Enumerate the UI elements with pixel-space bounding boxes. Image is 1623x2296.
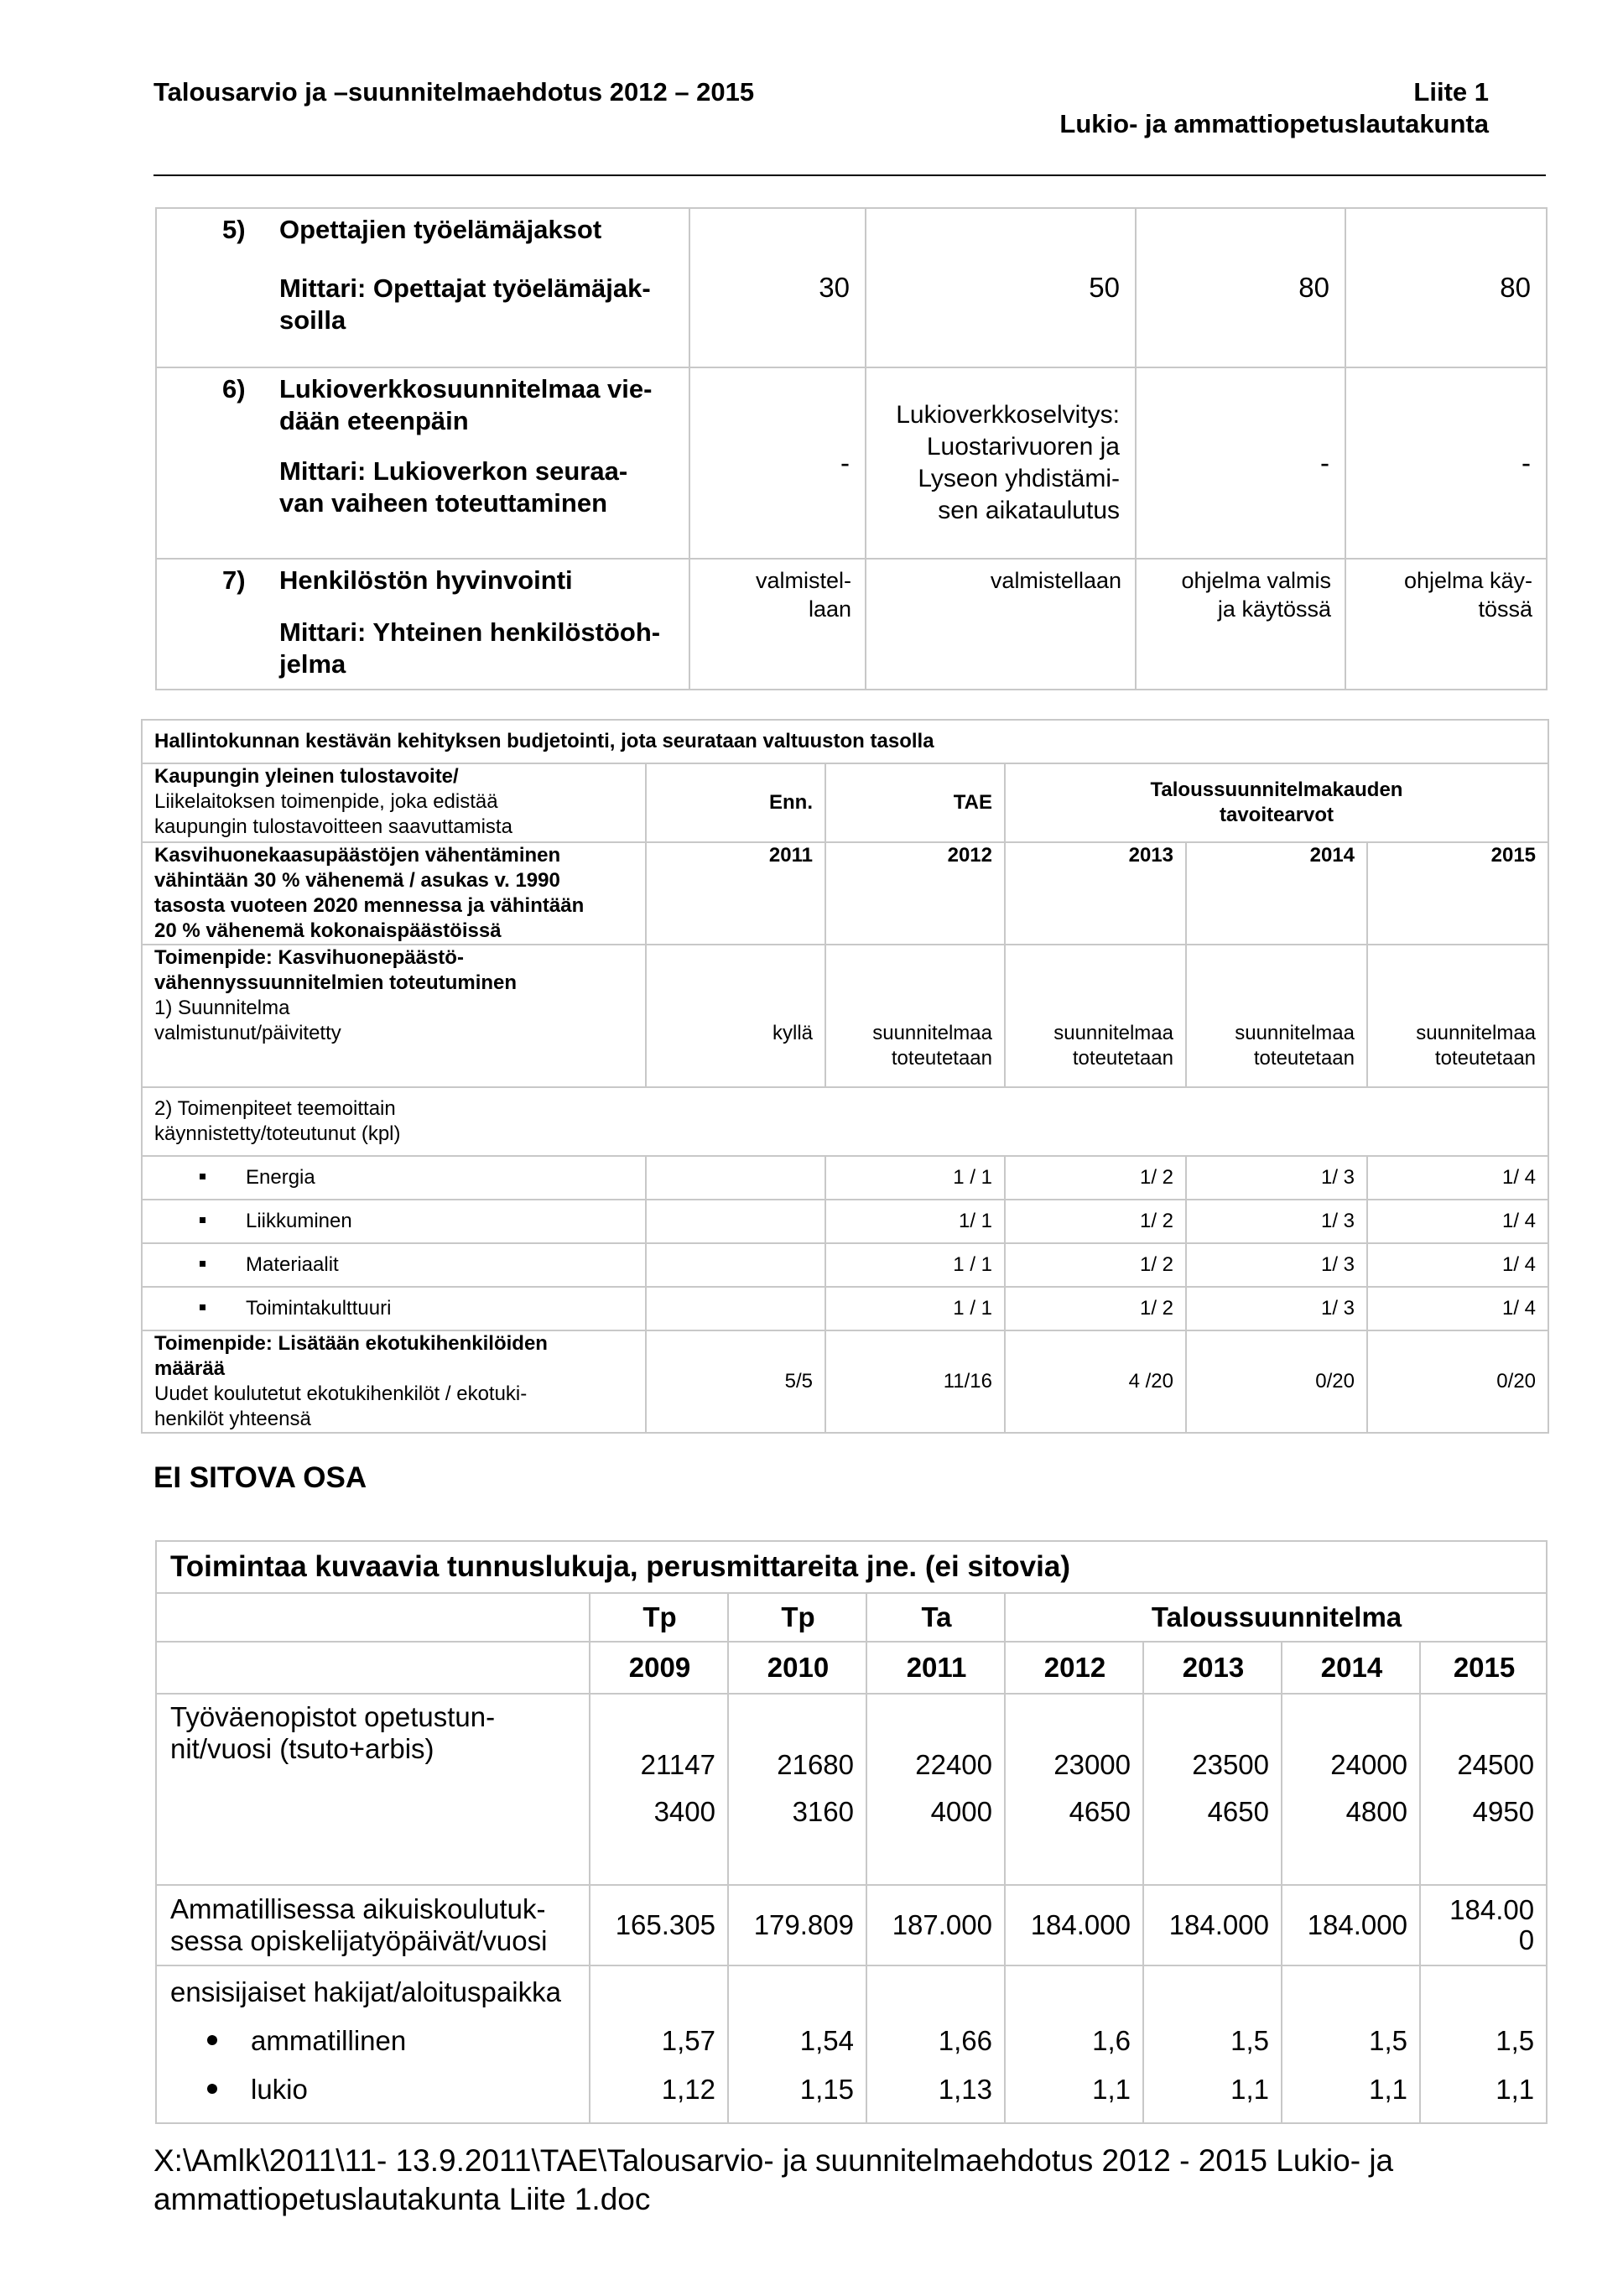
- goal-number: 6): [222, 374, 246, 403]
- kpi-value: 4650: [1207, 1796, 1269, 1827]
- applicants-item: [170, 2017, 577, 2065]
- goal-label: [156, 559, 689, 690]
- applicants-item-label: ammatillinen: [251, 2025, 407, 2056]
- theme-empty: [646, 1243, 825, 1287]
- kpi-value: 21147: [640, 1749, 715, 1780]
- measure3-text: Uudet koulutetut ekotukihenkilöt / ekotuki- henkilöt yhteensä: [154, 1382, 528, 1430]
- bullet-icon: [200, 1217, 205, 1223]
- kpi-row-adult: [156, 1885, 1547, 1965]
- kpi-value: 1,5: [1369, 2025, 1407, 2056]
- kpi-value: 4000: [930, 1796, 992, 1827]
- kpi-value: 179.809: [728, 1885, 866, 1965]
- kpi-title: Toimintaa kuvaavia tunnuslukuja, perusmittareita jne. (ei sitovia): [156, 1541, 1547, 1593]
- goal-value: 80: [1136, 208, 1345, 367]
- kpi-row-label: [156, 1965, 590, 2123]
- kpi-value: 24500: [1457, 1749, 1535, 1780]
- goal-value: ohjelma käy- tössä: [1345, 559, 1547, 690]
- theme-value: 1/ 3: [1186, 1287, 1367, 1330]
- kpi-value: 1,5: [1496, 2025, 1535, 2056]
- measure1-value: suunnitelmaa toteutetaan: [1005, 945, 1186, 1087]
- kpi-value: 1,6: [1092, 2025, 1131, 2056]
- kpi-head: Tp: [590, 1593, 728, 1642]
- goal-text: Kasvihuonekaasupäästöjen vähentäminen vähintään 30 % vähenemä / asukas v. 1990 tasosta vuoteen 2020 mennessa ja vähintään 20 % vähenemä kokonaispäästöissä: [142, 842, 646, 945]
- kpi-head: Ta: [866, 1593, 1005, 1642]
- kpi-value: 23500: [1192, 1749, 1269, 1780]
- kpi-value: 1,66: [938, 2025, 992, 2056]
- kpi-row-label: Ammatillisessa aikuiskoulutuk- sessa opiskelijatyöpäivät/vuosi: [156, 1885, 590, 1965]
- measure1-value: kyllä: [646, 945, 825, 1087]
- measure1-value: suunnitelmaa toteutetaan: [1367, 945, 1548, 1087]
- kpi-value: 22400: [915, 1749, 992, 1780]
- kpi-cell: [590, 1694, 728, 1885]
- theme-label: Energia: [246, 1166, 315, 1189]
- kpi-value: 184.000: [1282, 1885, 1420, 1965]
- head-goal-bold: Kaupungin yleinen tulostavoite/: [154, 765, 459, 788]
- theme-value: 1/ 2: [1005, 1287, 1186, 1330]
- theme-value: 1/ 1: [825, 1200, 1005, 1243]
- header-committee: Lukio- ja ammattiopetuslautakunta: [1059, 109, 1489, 138]
- head-goal-col: [142, 763, 646, 842]
- kpi-value: 1,57: [661, 2025, 715, 2056]
- goal-value: valmistel- laan: [689, 559, 866, 690]
- theme-value: 1/ 4: [1367, 1200, 1548, 1243]
- measure1-value: suunnitelmaa toteutetaan: [1186, 945, 1367, 1087]
- measure1: [142, 945, 646, 1087]
- kpi-cell: [1420, 1694, 1547, 1885]
- kpi-value: 165.305: [590, 1885, 728, 1965]
- kpi-value: 184.00 0: [1420, 1885, 1547, 1965]
- kpi-value: 1,1: [1230, 2074, 1269, 2105]
- measure3-title: Toimenpide: Lisätään ekotukihenkilöiden määrää: [154, 1332, 548, 1380]
- kpi-year: 2013: [1143, 1642, 1282, 1694]
- goal-label: [156, 208, 689, 367]
- kpi-value: 1,54: [799, 2025, 854, 2056]
- theme-label: Liikkuminen: [246, 1210, 352, 1232]
- kpi-cell: [1420, 1965, 1547, 2123]
- bullet-icon: [207, 2035, 217, 2045]
- theme-value: 1 / 1: [825, 1243, 1005, 1287]
- goal-row-6: [156, 367, 1547, 559]
- header-appendix: Liite 1: [1413, 77, 1489, 107]
- goal-value: 50: [866, 208, 1136, 367]
- theme-value: 1/ 2: [1005, 1200, 1186, 1243]
- goal-value: ohjelma valmis ja käytössä: [1136, 559, 1345, 690]
- kpi-value: 1,1: [1369, 2074, 1407, 2105]
- kpi-row-courses: [156, 1694, 1547, 1885]
- goal-title: Opettajien työelämäjaksot: [279, 215, 602, 244]
- year-cell: 2012: [825, 842, 1005, 945]
- bullet-icon: [207, 2084, 217, 2094]
- goal-value: -: [689, 367, 866, 559]
- kpi-value: 184.000: [1005, 1885, 1143, 1965]
- goal-row-7: [156, 559, 1547, 690]
- measure3-value: 0/20: [1367, 1330, 1548, 1433]
- kpi-value: 4650: [1069, 1796, 1131, 1827]
- head-enn: Enn.: [646, 763, 825, 842]
- theme-value: 1/ 4: [1367, 1156, 1548, 1200]
- goal-number: 5): [222, 215, 246, 244]
- theme-value: 1/ 3: [1186, 1156, 1367, 1200]
- kpi-value: 21680: [777, 1749, 854, 1780]
- kpi-table: [155, 1540, 1548, 2124]
- theme-value: 1/ 4: [1367, 1287, 1548, 1330]
- kpi-value: 23000: [1053, 1749, 1131, 1780]
- theme-value: 1/ 2: [1005, 1243, 1186, 1287]
- goal-title: Henkilöstön hyvinvointi: [279, 565, 573, 595]
- goal-number: 7): [222, 565, 246, 595]
- theme-name: [142, 1287, 646, 1330]
- theme-row: [142, 1200, 1548, 1243]
- kpi-year: 2009: [590, 1642, 728, 1694]
- head-tae: TAE: [825, 763, 1005, 842]
- measure2-text: 2) Toimenpiteet teemoittain käynnistetty/toteutunut (kpl): [142, 1087, 1548, 1156]
- kpi-year: 2014: [1282, 1642, 1420, 1694]
- kpi-value: 1,12: [661, 2074, 715, 2105]
- kpi-year: 2010: [728, 1642, 866, 1694]
- kpi-value: 1,1: [1496, 2074, 1535, 2105]
- measure1-title: Toimenpide: Kasvihuonepäästö- vähennyssuunnitelmien toteutuminen: [154, 946, 518, 994]
- theme-name: [142, 1156, 646, 1200]
- theme-label: Materiaalit: [246, 1253, 339, 1276]
- kpi-cell: [1282, 1965, 1420, 2123]
- kpi-value: 4950: [1472, 1796, 1535, 1827]
- kpi-cell: [866, 1694, 1005, 1885]
- theme-row: [142, 1287, 1548, 1330]
- kpi-value: 4800: [1345, 1796, 1407, 1827]
- kpi-value: 1,5: [1230, 2025, 1269, 2056]
- goal-value: 30: [689, 208, 866, 367]
- kpi-cell: [1143, 1965, 1282, 2123]
- footer-file-path: X:\Amlk\2011\11- 13.9.2011\TAE\Talousarvio- ja suunnitelmaehdotus 2012 - 2015 Lukio- ja ammattiopetuslautakunta Liite 1.doc: [153, 2143, 1394, 2216]
- kpi-value: 184.000: [1143, 1885, 1282, 1965]
- header-title: Talousarvio ja –suunnitelmaehdotus 2012 – 2015: [153, 77, 755, 107]
- kpi-value: 1,13: [938, 2074, 992, 2105]
- year-cell: 2014: [1186, 842, 1367, 945]
- theme-value: 1 / 1: [825, 1156, 1005, 1200]
- year-cell: 2011: [646, 842, 825, 945]
- goal-label: [156, 367, 689, 559]
- applicants-title: ensisijaiset hakijat/aloituspaikka: [170, 1976, 561, 2007]
- kpi-cell: [590, 1965, 728, 2123]
- kpi-value: 1,15: [799, 2074, 854, 2105]
- kpi-cell: [1005, 1965, 1143, 2123]
- kpi-year: 2011: [866, 1642, 1005, 1694]
- year-cell: 2013: [1005, 842, 1186, 945]
- goal-metric: Mittari: Yhteinen henkilöstöoh- jelma: [279, 617, 661, 679]
- kpi-row-applicants: [156, 1965, 1547, 2123]
- bullet-icon: [200, 1261, 205, 1267]
- theme-empty: [646, 1156, 825, 1200]
- measure1-value: suunnitelmaa toteutetaan: [825, 945, 1005, 1087]
- theme-empty: [646, 1287, 825, 1330]
- measure3-value: 4 /20: [1005, 1330, 1186, 1433]
- kpi-cell: [728, 1694, 866, 1885]
- kpi-year: 2015: [1420, 1642, 1547, 1694]
- measure1-text: 1) Suunnitelma valmistunut/päivitetty: [154, 997, 341, 1044]
- theme-value: 1 / 1: [825, 1287, 1005, 1330]
- kpi-cell: [1282, 1694, 1420, 1885]
- kpi-value: 1,1: [1092, 2074, 1131, 2105]
- kpi-value: 187.000: [866, 1885, 1005, 1965]
- theme-value: 1/ 2: [1005, 1156, 1186, 1200]
- measure3: [142, 1330, 646, 1433]
- goal-value: 80: [1345, 208, 1547, 367]
- goal-value: -: [1136, 367, 1345, 559]
- kpi-value: 3400: [653, 1796, 715, 1827]
- goal-value: Lukioverkkoselvitys: Luostarivuoren ja Lyseon yhdistämi- sen aikataulutus: [866, 367, 1136, 559]
- measure3-value: 0/20: [1186, 1330, 1367, 1433]
- head-plan: Taloussuunnitelmakauden tavoitearvot: [1005, 763, 1548, 842]
- goal-title: Lukioverkkosuunnitelmaa vie- dään eteenpäin: [279, 374, 653, 435]
- theme-name: [142, 1200, 646, 1243]
- kpi-year: 2012: [1005, 1642, 1143, 1694]
- kpi-row-label: Työväenopistot opetustun- nit/vuosi (tsuto+arbis): [156, 1694, 590, 1885]
- theme-row: [142, 1243, 1548, 1287]
- measure3-value: 5/5: [646, 1330, 825, 1433]
- sustainability-title: Hallintokunnan kestävän kehityksen budjetointi, jota seurataan valtuuston tasolla: [142, 720, 1548, 763]
- theme-value: 1/ 3: [1186, 1200, 1367, 1243]
- goal-metric: Mittari: Lukioverkon seuraa- van vaiheen toteuttaminen: [279, 456, 628, 518]
- measure3-value: 11/16: [825, 1330, 1005, 1433]
- goal-value: valmistellaan: [866, 559, 1136, 690]
- sustainability-table: [141, 719, 1549, 1434]
- kpi-cell: [1143, 1694, 1282, 1885]
- theme-row: [142, 1156, 1548, 1200]
- kpi-value: 3160: [792, 1796, 854, 1827]
- bullet-icon: [200, 1174, 205, 1179]
- theme-value: 1/ 3: [1186, 1243, 1367, 1287]
- kpi-cell: [728, 1965, 866, 2123]
- head-goal-text: Liikelaitoksen toimenpide, joka edistää kaupungin tulostavoitteen saavuttamista: [154, 790, 512, 838]
- header-rule: [153, 174, 1546, 176]
- theme-empty: [646, 1200, 825, 1243]
- applicants-item: [170, 2065, 577, 2114]
- goals-table: [155, 207, 1548, 690]
- kpi-head-plan: Taloussuunnitelma: [1005, 1593, 1547, 1642]
- theme-label: Toimintakulttuuri: [246, 1297, 392, 1320]
- theme-name: [142, 1243, 646, 1287]
- kpi-value: 24000: [1330, 1749, 1407, 1780]
- theme-value: 1/ 4: [1367, 1243, 1548, 1287]
- kpi-head: Tp: [728, 1593, 866, 1642]
- applicants-item-label: lukio: [251, 2074, 308, 2105]
- goal-row-5: [156, 208, 1547, 367]
- goal-value: -: [1345, 367, 1547, 559]
- section-title: EI SITOVA OSA: [153, 1461, 367, 1494]
- kpi-cell: [1005, 1694, 1143, 1885]
- bullet-icon: [200, 1304, 205, 1310]
- kpi-year-empty: [156, 1642, 590, 1694]
- kpi-cell: [866, 1965, 1005, 2123]
- goal-metric: Mittari: Opettajat työelämäjak- soilla: [279, 273, 651, 335]
- year-cell: 2015: [1367, 842, 1548, 945]
- kpi-head-empty: [156, 1593, 590, 1642]
